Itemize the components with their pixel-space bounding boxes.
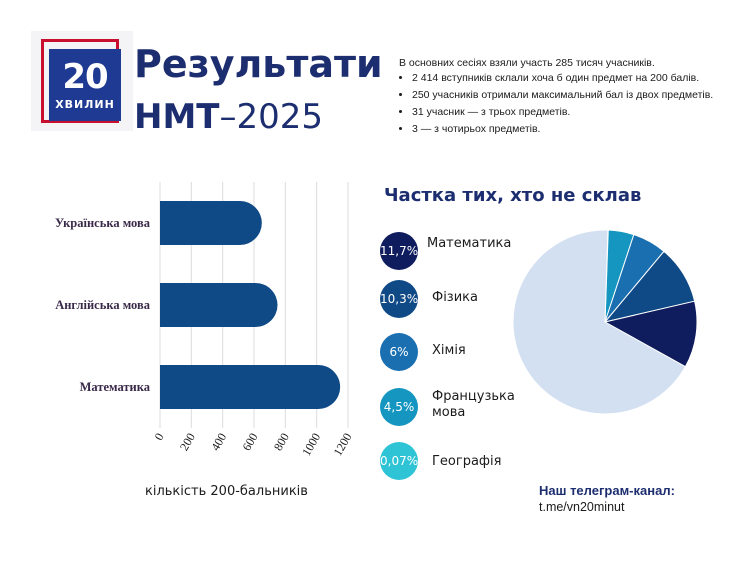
bar-category-label: Математика: [79, 380, 150, 394]
x-tick-label: 0: [151, 430, 167, 443]
pie-chart: [505, 222, 705, 422]
summary-item: • 2 414 вступників склали хоча б один предмет на 200 балів.: [412, 72, 718, 85]
subtitle-bold: НМТ: [134, 97, 220, 137]
x-tick-label: 1200: [330, 430, 355, 459]
pie-category-label: Хімія: [432, 343, 466, 358]
telegram-link[interactable]: t.me/vn20minut: [539, 500, 625, 514]
bar-category-label: Українська мова: [54, 216, 150, 230]
summary-item: • 250 учасників отримали максимальний бал із двох предметів.: [412, 89, 718, 102]
summary-item: • 31 учасник — з трьох предметів.: [412, 106, 718, 119]
summary-list: [393, 72, 718, 136]
page-subtitle: [134, 95, 323, 139]
logo-word: ХВИЛИН: [55, 98, 115, 111]
x-tick-label: 1000: [299, 430, 324, 459]
bar-x-axis-label: кількість 200-бальників: [145, 484, 308, 499]
pie-value-badge: 11,7%: [380, 232, 418, 270]
pie-category-label: Французька мова: [432, 389, 515, 420]
telegram-title: Наш телеграм-канал:: [539, 483, 675, 498]
pie-value-badge: 4,5%: [380, 388, 418, 426]
brand-logo: [31, 31, 133, 131]
subtitle-year: –2025: [219, 97, 324, 137]
pie-category-label: Фізика: [432, 290, 478, 305]
x-tick-label: 200: [176, 430, 198, 454]
summary-item: • 3 — з чотирьох предметів.: [412, 123, 718, 136]
bar-chart: [0, 170, 380, 500]
summary-intro: В основних сесіях взяли участь 285 тисяч учасників.: [399, 57, 655, 69]
pie-category-label: Математика: [427, 236, 512, 251]
bar: [160, 201, 262, 245]
pie-category-label: Географія: [432, 454, 502, 469]
x-tick-label: 400: [208, 430, 230, 454]
pie-title: Частка тих, хто не склав: [384, 185, 642, 206]
bar-category-label: Англійська мова: [55, 298, 150, 312]
bar: [160, 283, 278, 327]
pie-value-badge: 10,3%: [380, 280, 418, 318]
bar: [160, 365, 340, 409]
x-tick-label: 600: [239, 430, 261, 454]
logo-number: 20: [62, 57, 108, 97]
pie-value-badge: 6%: [380, 333, 418, 371]
page-title: Результати: [134, 42, 383, 86]
x-tick-label: 800: [270, 430, 292, 454]
logo-box: [49, 49, 121, 121]
pie-value-badge: 0,07%: [380, 442, 418, 480]
summary-notes: [393, 57, 718, 140]
